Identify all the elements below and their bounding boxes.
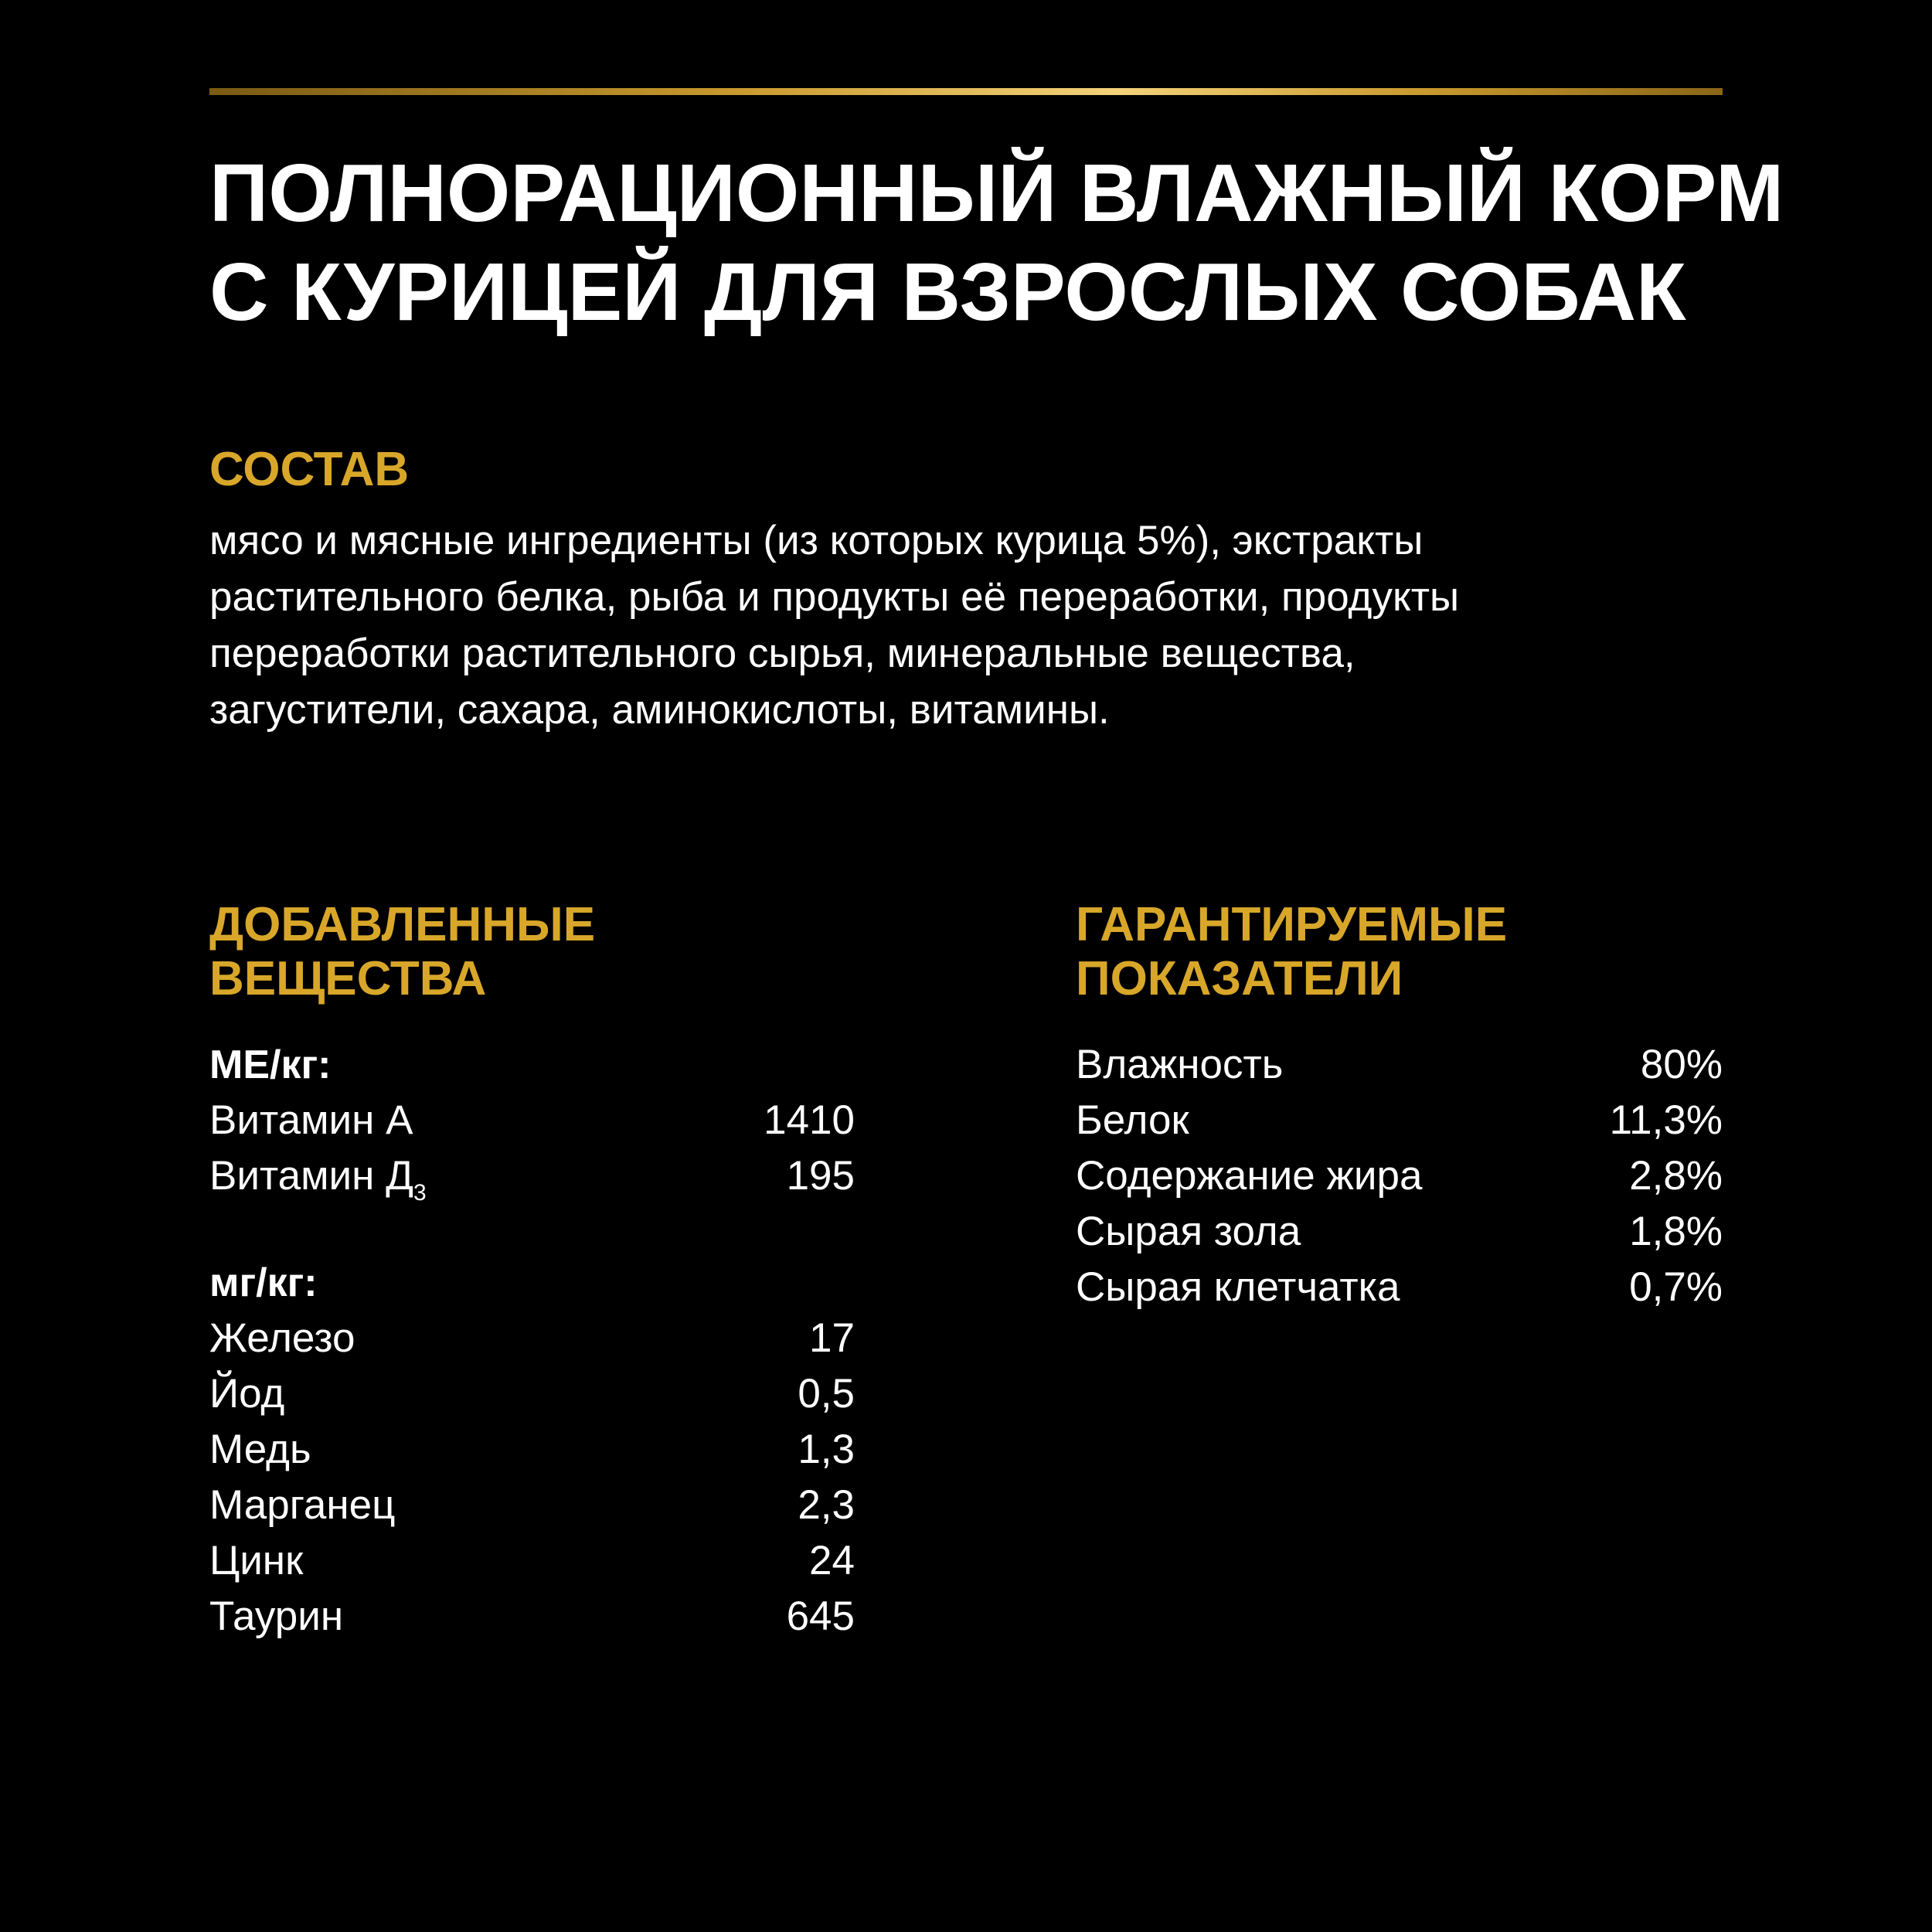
row-name: Марганец	[209, 1482, 396, 1528]
table-row	[209, 1533, 855, 1589]
composition-line: растительного белка, рыба и продукты её переработки, продукты	[209, 574, 1460, 620]
unit-label-mg-per-kg: мг/кг:	[209, 1260, 318, 1305]
product-title-line-2: С КУРИЦЕЙ ДЛЯ ВЗРОСЛЫХ СОБАК	[209, 247, 1686, 338]
composition-line: мясо и мясные ингредиенты (из которых курица 5%), экстракты	[209, 518, 1423, 563]
guaranteed-heading-line-1: ГАРАНТИРУЕМЫЕ	[1076, 898, 1508, 951]
row-name: Цинк	[209, 1538, 304, 1583]
row-value: 17	[809, 1315, 855, 1361]
row-name: Таурин	[209, 1594, 344, 1639]
row-name-subscript: 3	[413, 1180, 427, 1206]
table-row	[1076, 1093, 1723, 1148]
additives-table	[209, 1037, 855, 1645]
row-value: 11,3%	[1609, 1097, 1723, 1143]
product-title-line-1: ПОЛНОРАЦИОННЫЙ ВЛАЖНЫЙ КОРМ	[209, 148, 1784, 239]
row-name	[209, 1148, 427, 1204]
table-row	[1076, 1204, 1723, 1260]
row-name: Сырая зола	[1076, 1209, 1301, 1254]
row-value: 0,5	[798, 1371, 855, 1417]
gold-divider-line	[209, 88, 1723, 95]
composition-line: переработки растительного сырья, минеральные вещества,	[209, 631, 1355, 676]
composition-heading: СОСТАВ	[209, 443, 410, 496]
additives-heading-line-1: ДОБАВЛЕННЫЕ	[209, 898, 596, 951]
unit-label-iu-per-kg: МЕ/кг:	[209, 1043, 332, 1087]
guaranteed-heading	[1076, 898, 1723, 1006]
row-name: Содержание жира	[1076, 1153, 1423, 1199]
row-value: 1410	[764, 1097, 855, 1143]
table-row	[209, 1093, 855, 1148]
table-row	[209, 1422, 855, 1478]
guaranteed-section	[1076, 898, 1723, 1315]
row-value: 0,7%	[1629, 1264, 1723, 1310]
row-value: 1,8%	[1629, 1209, 1723, 1254]
row-name: Железо	[209, 1315, 355, 1361]
additives-section	[209, 898, 855, 1645]
row-value: 645	[786, 1594, 855, 1639]
additives-heading-line-2: ВЕЩЕСТВА	[209, 952, 487, 1005]
table-row	[1076, 1148, 1723, 1204]
additives-heading	[209, 898, 855, 1006]
composition-line: загустители, сахара, аминокислоты, витамины.	[209, 687, 1110, 733]
row-value: 24	[809, 1538, 855, 1583]
guaranteed-table	[1076, 1037, 1723, 1315]
row-name: Медь	[209, 1427, 311, 1472]
composition-text	[209, 512, 1747, 738]
table-row	[1076, 1037, 1723, 1093]
row-name: Витамин А	[209, 1097, 413, 1143]
row-name: Белок	[1076, 1097, 1189, 1143]
group-spacer	[209, 1204, 855, 1255]
table-row	[209, 1589, 855, 1645]
product-title	[209, 144, 1784, 342]
row-value: 80%	[1640, 1042, 1723, 1087]
row-name: Йод	[209, 1371, 285, 1417]
row-value: 2,8%	[1629, 1153, 1723, 1199]
row-name: Влажность	[1076, 1042, 1284, 1087]
row-value: 2,3	[798, 1482, 855, 1528]
row-name: Сырая клетчатка	[1076, 1264, 1400, 1310]
table-row	[209, 1311, 855, 1366]
table-row	[209, 1148, 855, 1204]
table-row	[209, 1366, 855, 1422]
row-name-text: Витамин Д	[209, 1153, 414, 1199]
guaranteed-heading-line-2: ПОКАЗАТЕЛИ	[1076, 952, 1403, 1005]
table-row	[209, 1478, 855, 1533]
composition-section	[209, 443, 1747, 738]
row-value: 195	[786, 1153, 855, 1199]
table-row	[1076, 1260, 1723, 1315]
row-value: 1,3	[798, 1427, 855, 1472]
